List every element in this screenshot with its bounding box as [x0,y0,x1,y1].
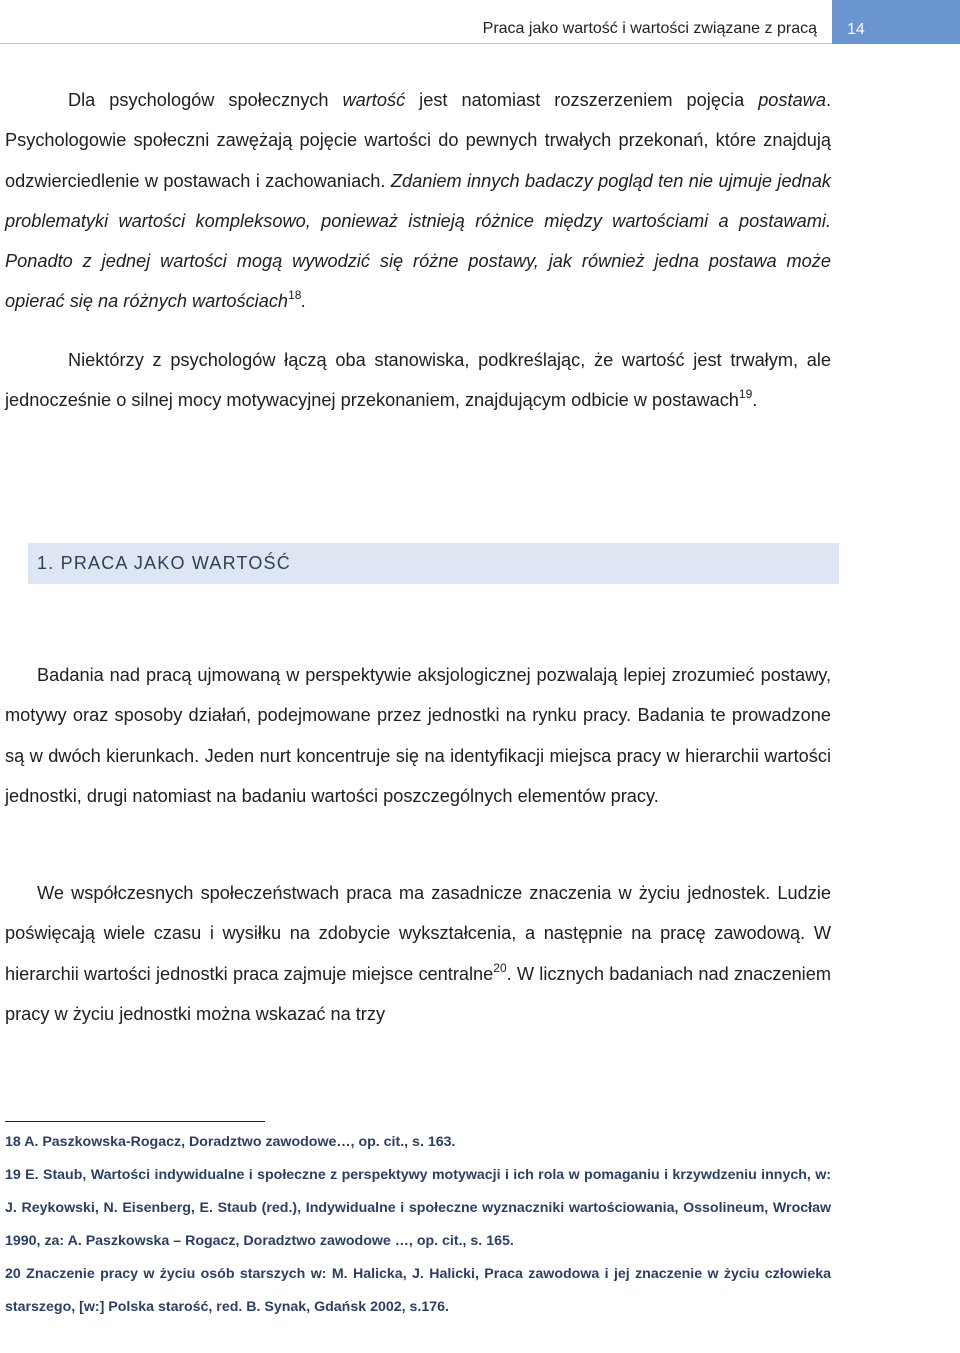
page-number: 14 [847,21,865,38]
paragraph-1-text-a: Dla psychologów społecznych [68,90,343,110]
paragraph-1-text-b: jest natomiast rozszerzeniem pojęcia [405,90,759,110]
paragraph-2-text: Niektórzy z psychologów łączą oba stanowiska, podkreślając, że wartość jest trwałym, ale jednocześnie o silnej mocy motywacyjnej przekonaniem, znajdującym odbicie w postawach [5,350,831,411]
footnote-ref-18[interactable]: 18 [288,288,302,303]
paragraph-4 [5,873,831,1034]
paragraph-3-text: Badania nad pracą ujmowaną w perspektywie aksjologicznej pozwalają lepiej zrozumieć postawy, motywy oraz sposoby działań, podejmowane przez jednostki na rynku pracy. Badania te prowadzone są w dwóch kierunkach. Jeden nurt koncentruje się na identyfikacji miejsca pracy w hierarchii wartości jednostki, drugi natomiast na badaniu wartości poszczególnych elementów pracy. [5,665,831,806]
footnote-19: 19 E. Staub, Wartości indywidualne i społeczne z perspektywy motywacji i ich rola w pomaganiu i krzywdzeniu innych, w: J. Reykowski, N. Eisenberg, E. Staub (red.), Indywidualne i społeczne wyznaczniki wartościowania, Ossolineum, Wrocław 1990, za: A. Paszkowska – Rogacz, Doradztwo zawodowe …, op. cit., s. 165. [5,1167,831,1249]
paragraph-1-text-c: . Psychologowie społeczni zawężają pojęcie wartości do pewnych trwałych przekonań, które znajdują odzwierciedlenie w postawach i zachowaniach. [5,90,831,191]
footnote-20: 20 Znaczenie pracy w życiu osób starszych w: M. Halicka, J. Halicki, Praca zawodowa i jej znaczenie w życiu człowieka starszego, [w:] Polska starość, red. B. Synak, Gdańsk 2002, s.176. [5,1266,831,1315]
header-rule [0,43,832,44]
footnote-separator [5,1121,265,1122]
section-heading-text: 1. PRACA JAKO WARTOŚĆ [37,553,291,573]
page-header [0,0,960,44]
paragraph-2 [5,340,831,421]
running-header-title: Praca jako wartość i wartości związane z pracą [482,20,817,37]
paragraph-1-italic-text: Zdaniem innych badaczy pogląd ten nie ujmuje jednak problematyki wartości kompleksowo, ponieważ istnieją różnice między wartościami a postawami. Ponadto z jednej wartości mogą wywodzić się różne postawy, jak również jedna postawa może opierać się na różnych wartościach [5,170,831,312]
paragraph-4-text-b: . W licznych badaniach nad znaczeniem pracy w życiu jednostki można wskazać na trzy [5,963,831,1024]
paragraph-1 [5,80,831,322]
footnote-ref-19[interactable]: 19 [738,387,753,402]
footnotes [5,1126,831,1324]
term-wartosc: wartość [342,90,406,110]
paragraph-4-text: We współczesnych społeczeństwach praca ma zasadnicze znaczenia w życiu jednostek. Ludzie poświęcają wiele czasu i wysiłku na zdobycie wykształcenia, a następnie na pracę zawodową. W hierarchii wartości jednostki praca zajmuje miejsce centralne [5,883,831,984]
paragraph-3 [5,655,831,816]
footnote-ref-20[interactable]: 20 [493,960,507,975]
footnote-18: 18 A. Paszkowska-Rogacz, Doradztwo zawodowe…, op. cit., s. 163. [5,1134,456,1150]
paragraph-2-end: . [752,390,758,411]
term-postawa: postawa [758,90,826,110]
section-heading [28,543,839,584]
page-number-box [832,0,960,44]
paragraph-1-end: . [301,291,307,312]
